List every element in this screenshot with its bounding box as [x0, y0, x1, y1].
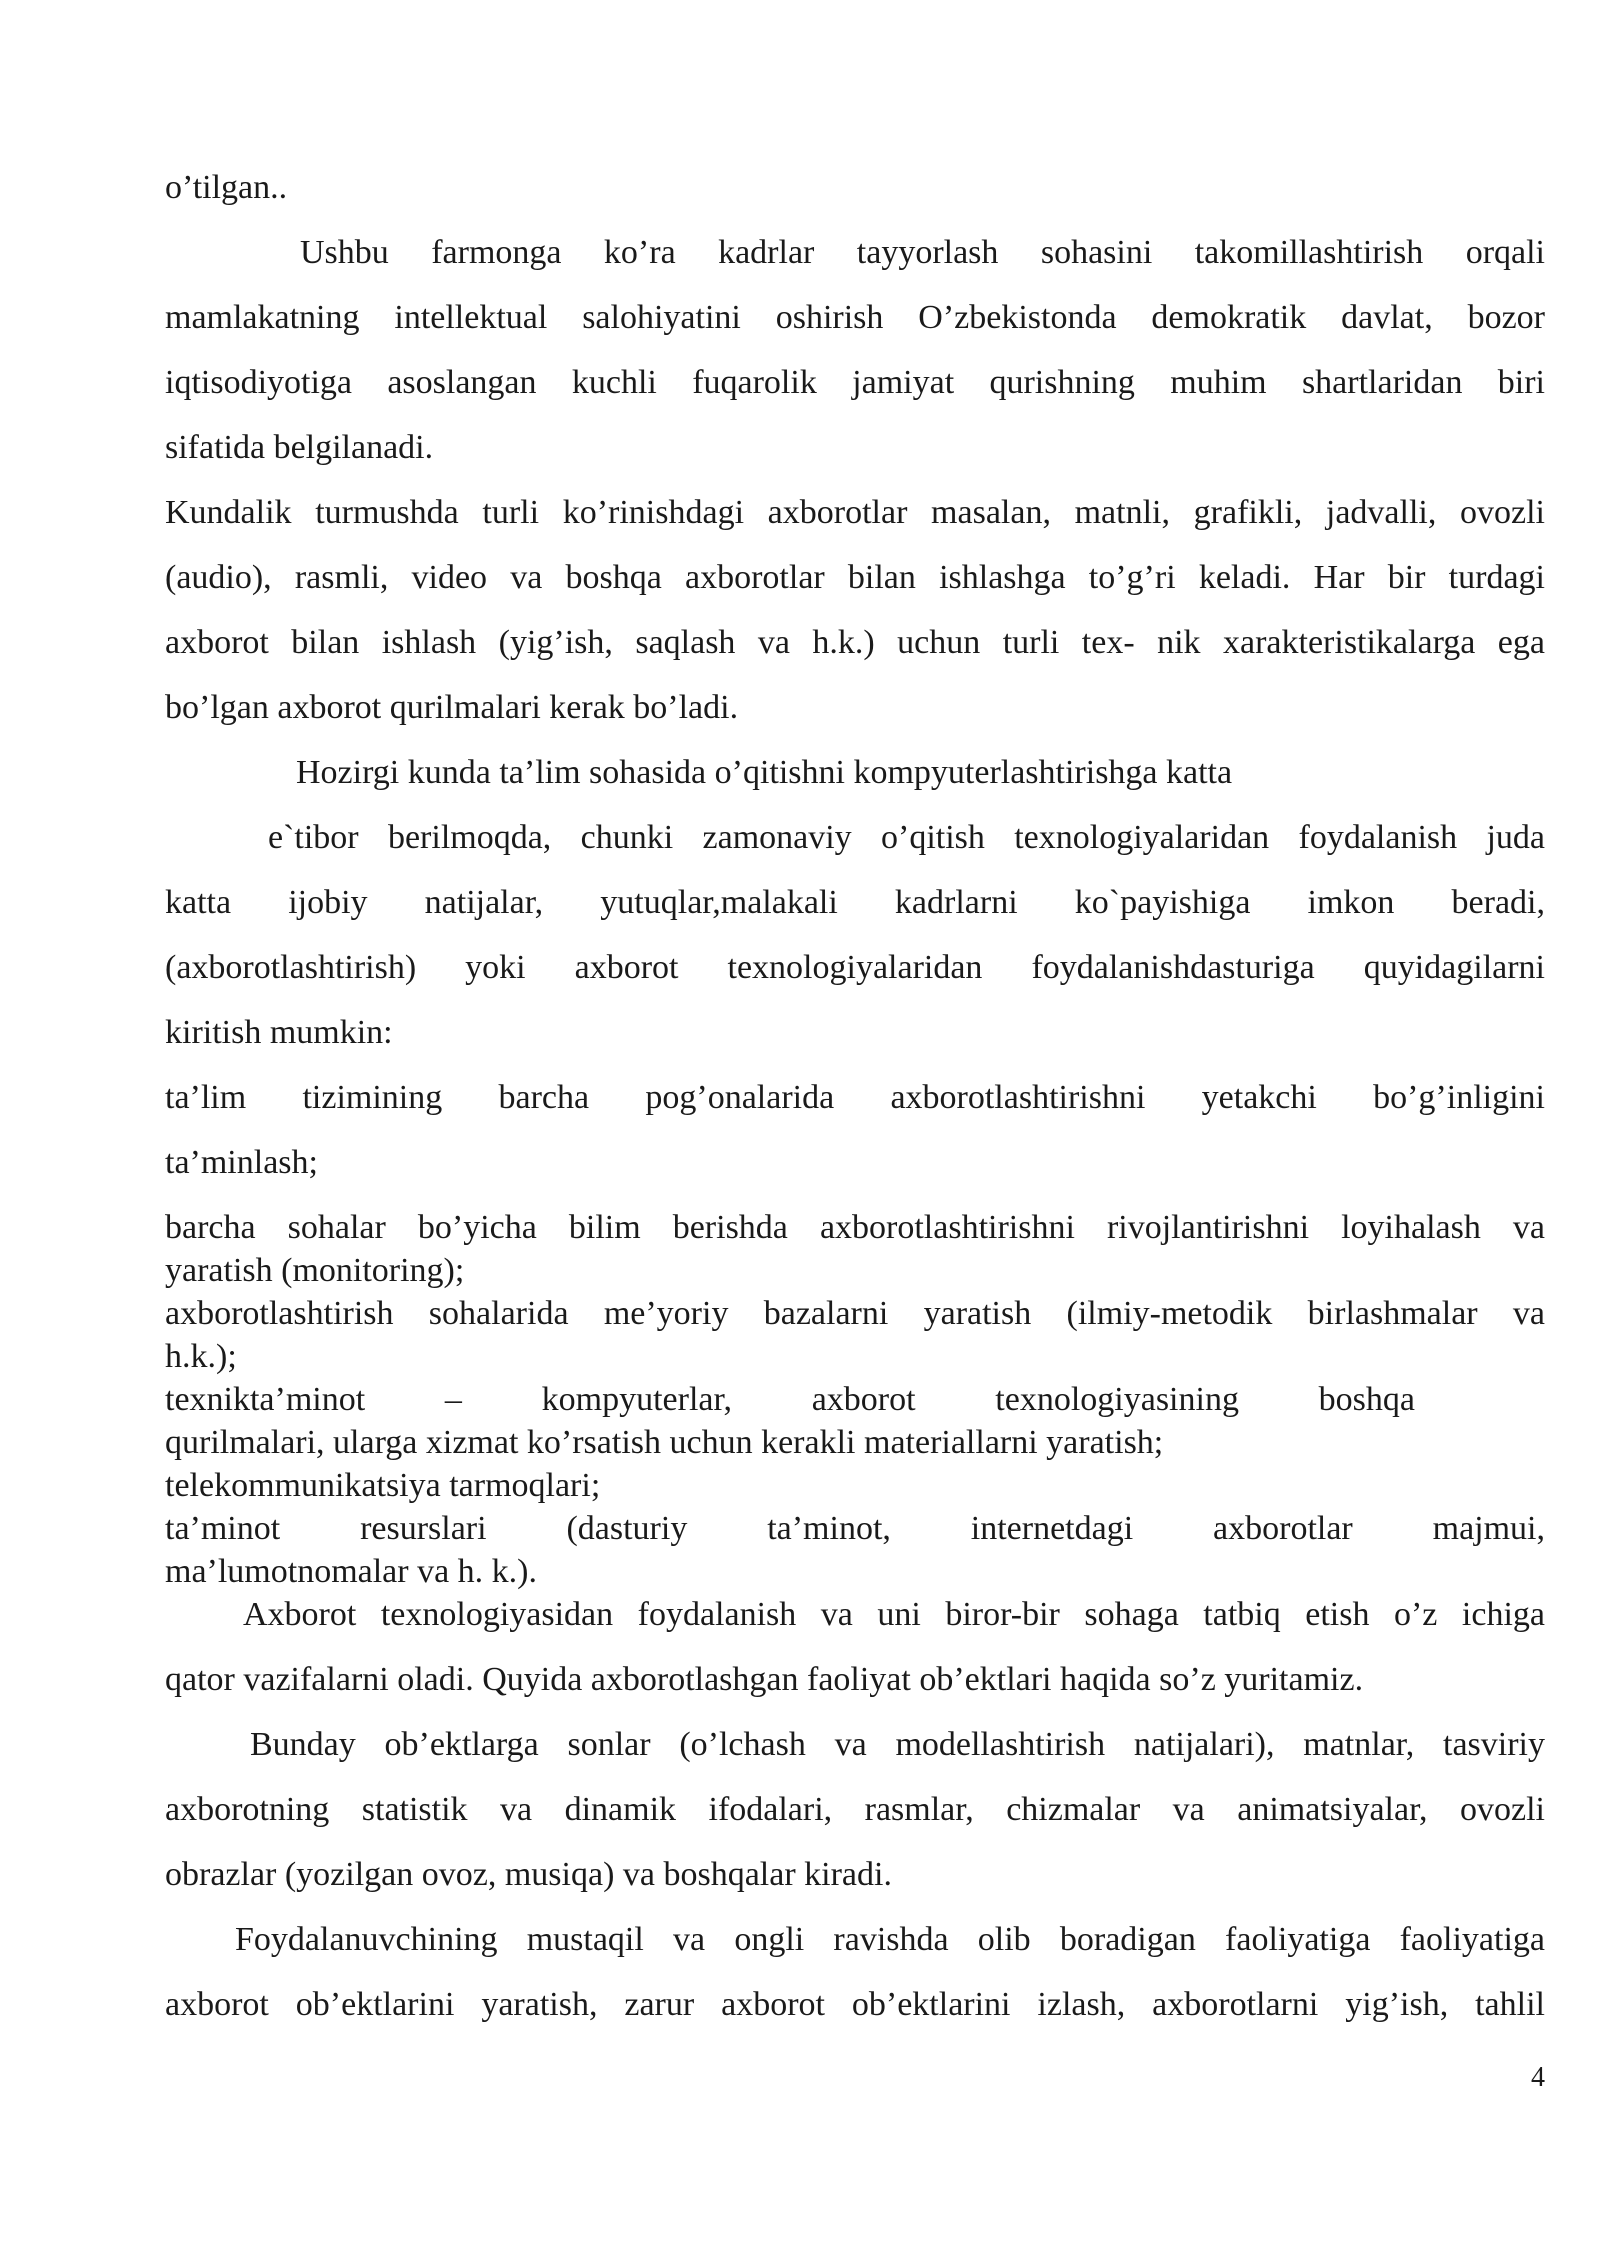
text-line: mamlakatning intellektual salohiyatini oshirish O’zbekistonda demokratik davlat, bozor: [165, 299, 1545, 336]
text-line: katta ijobiy natijalar, yutuqlar,malakali kadrlarni ko`payishiga imkon beradi,: [165, 884, 1545, 921]
text-line: Axborot texnologiyasidan foydalanish va uni biror-bir sohaga tatbiq etish o’z ichiga: [243, 1596, 1545, 1633]
text-line: axborot bilan ishlash (yig’ish, saqlash va h.k.) uchun turli tex- nik xarakteristikalarga ega: [165, 624, 1545, 661]
text-line: ma’lumotnomalar va h. k.).: [165, 1553, 538, 1590]
text-line: (audio), rasmli, video va boshqa axborotlar bilan ishlashga to’g’ri keladi. Har bir turdagi: [165, 559, 1545, 596]
text-line: o’tilgan..: [165, 169, 288, 206]
text-line: iqtisodiyotiga asoslangan kuchli fuqarolik jamiyat qurishning muhim shartlaridan biri: [165, 364, 1545, 401]
text-line: yaratish (monitoring);: [165, 1252, 465, 1289]
text-line: ta’minlash;: [165, 1144, 318, 1181]
text-line: Bunday ob’ektlarga sonlar (o’lchash va modellashtirish natijalari), matnlar, tasviriy: [250, 1726, 1545, 1763]
text-line: axborotlashtirish sohalarida me’yoriy bazalarni yaratish (ilmiy-metodik birlashmalar va: [165, 1295, 1545, 1332]
text-line: (axborotlashtirish) yoki axborot texnologiyalaridan foydalanishdasturiga quyidagilarni: [165, 949, 1545, 986]
text-line: texnikta’minot – kompyuterlar, axborot texnologiyasining boshqa: [165, 1381, 1415, 1418]
text-line: qurilmalari, ularga xizmat ko’rsatish uchun kerakli materiallarni yaratish;: [165, 1424, 1164, 1461]
page-number: 4: [1531, 2062, 1545, 2093]
text-line: qator vazifalarni oladi. Quyida axborotlashgan faoliyat ob’ektlari haqida so’z yuritamiz.: [165, 1661, 1364, 1698]
text-line: Ushbu farmonga ko’ra kadrlar tayyorlash sohasini takomillashtirish orqali: [300, 234, 1545, 271]
text-line: Hozirgi kunda ta’lim sohasida o’qitishni kompyuterlashtirishga katta: [296, 754, 1233, 791]
text-line: Kundalik turmushda turli ko’rinishdagi axborotlar masalan, matnli, grafikli, jadvalli, ovozli: [165, 494, 1545, 531]
text-line: ta’minot resurslari (dasturiy ta’minot, internetdagi axborotlar majmui,: [165, 1510, 1545, 1547]
text-line: telekommunikatsiya tarmoqlari;: [165, 1467, 601, 1504]
text-line: obrazlar (yozilgan ovoz, musiqa) va boshqalar kiradi.: [165, 1856, 892, 1893]
text-line: Foydalanuvchining mustaqil va ongli ravishda olib boradigan faoliyatiga faoliyatiga: [235, 1921, 1545, 1958]
text-line: barcha sohalar bo’yicha bilim berishda axborotlashtirishni rivojlantirishni loyihalash va: [165, 1209, 1545, 1246]
text-line: h.k.);: [165, 1338, 237, 1375]
text-line: e`tibor berilmoqda, chunki zamonaviy o’qitish texnologiyalaridan foydalanish juda: [268, 819, 1545, 856]
text-line: kiritish mumkin:: [165, 1014, 393, 1051]
text-line: sifatida belgilanadi.: [165, 429, 434, 466]
text-line: axborotning statistik va dinamik ifodalari, rasmlar, chizmalar va animatsiyalar, ovozli: [165, 1791, 1545, 1828]
text-line: ta’lim tizimining barcha pog’onalarida axborotlashtirishni yetakchi bo’g’inligini: [165, 1079, 1545, 1116]
text-line: axborot ob’ektlarini yaratish, zarur axborot ob’ektlarini izlash, axborotlarni yig’ish, tahlil: [165, 1986, 1545, 2023]
text-line: bo’lgan axborot qurilmalari kerak bo’ladi.: [165, 689, 739, 726]
